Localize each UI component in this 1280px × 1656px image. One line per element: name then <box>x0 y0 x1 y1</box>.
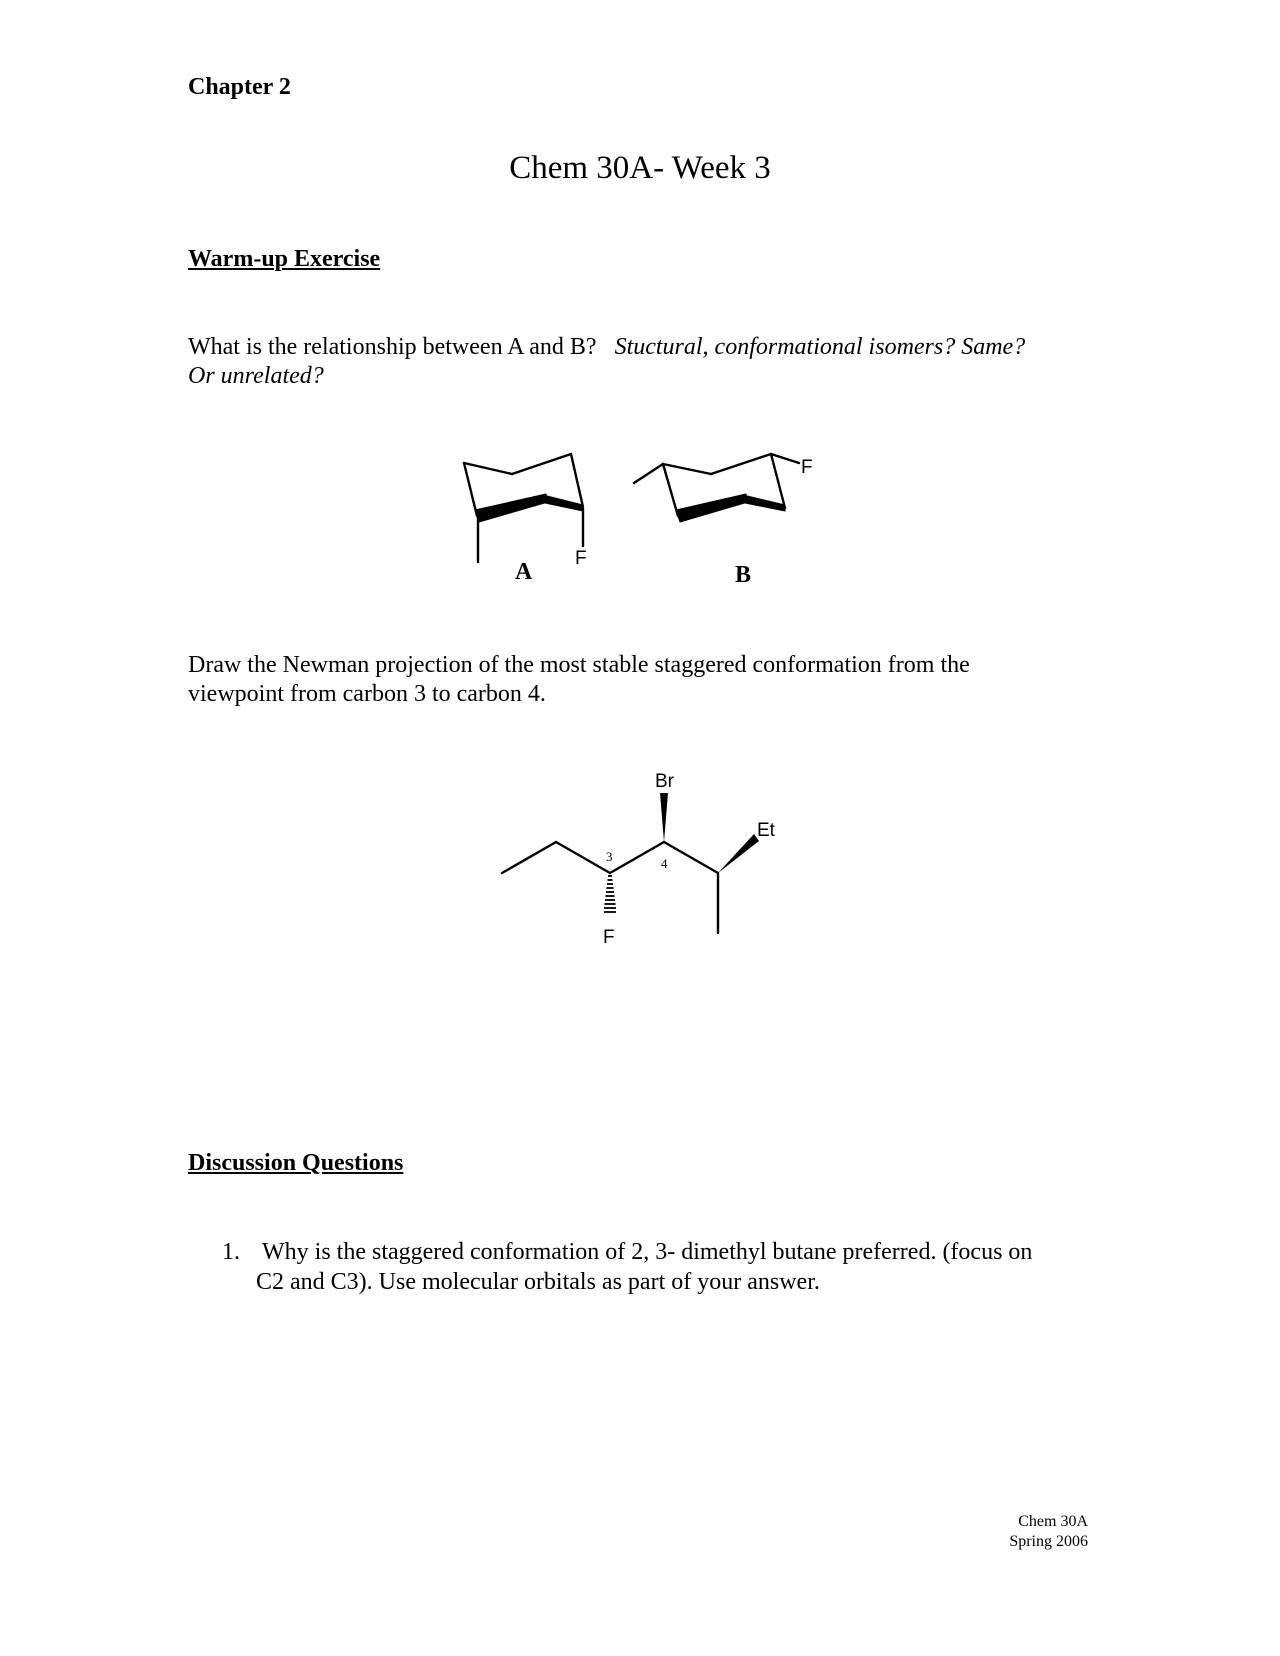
chair-a-bond <box>464 463 477 516</box>
chain-bond <box>556 842 610 873</box>
carbon-3-label: 3 <box>606 849 613 864</box>
chair-a-bond <box>571 454 583 507</box>
discussion-list <box>222 1237 1102 1297</box>
list-item-text <box>256 1237 1102 1297</box>
footer-course: Chem 30A <box>1018 1513 1088 1530</box>
chair-a-bond <box>512 454 571 474</box>
chair-b-structure <box>634 454 799 522</box>
chair-b-bond <box>663 464 678 516</box>
chair-b-methyl-bond <box>634 464 663 483</box>
page-title: Chem 30A- Week 3 <box>509 150 771 186</box>
chair-a-wedge-bond <box>543 495 583 511</box>
chair-a-wedge-bond <box>475 494 548 522</box>
chair-b-wedge-bond <box>676 494 748 522</box>
fluorine-atom: F <box>603 927 615 948</box>
chair-b-fluorine: F <box>801 457 813 478</box>
isomer-b-label: B <box>735 562 752 588</box>
chain-bond <box>664 842 718 873</box>
ethyl-wedge-bond <box>718 834 759 873</box>
page-footer <box>1009 1512 1088 1552</box>
chair-b-wedge-bond <box>743 495 785 511</box>
question-relationship-options-cont: Or unrelated? <box>188 363 324 389</box>
footer-term: Spring 2006 <box>1009 1533 1088 1550</box>
list-item-number: 1. <box>222 1239 240 1265</box>
chair-a-structure <box>464 454 583 562</box>
warmup-heading: Warm-up Exercise <box>188 246 381 272</box>
list-item-line1: Why is the staggered conformation of 2, 3- dimethyl butane preferred. (focus on <box>262 1239 1033 1265</box>
question-relationship-text: What is the relationship between A and B? <box>188 334 597 360</box>
question-newman-line1: Draw the Newman projection of the most stable staggered conformation from the <box>188 652 970 678</box>
chain-bond <box>610 842 664 873</box>
list-item <box>222 1237 1102 1297</box>
fluorine-hashed-bond <box>604 876 616 912</box>
list-item-line2: C2 and C3). Use molecular orbitals as part of your answer. <box>256 1269 820 1295</box>
chain-bond <box>502 842 556 873</box>
bromine-atom: Br <box>655 771 674 792</box>
chair-a-fluorine: F <box>575 548 587 569</box>
question-relationship-options: Stuctural, conformational isomers? Same? <box>614 334 1026 360</box>
question-newman <box>188 651 1108 709</box>
chair-b-bond <box>771 454 785 508</box>
bromine-wedge-bond <box>660 793 668 842</box>
discussion-heading: Discussion Questions <box>188 1150 404 1176</box>
chair-b-fluoro-bond <box>771 454 799 463</box>
chapter-label: Chapter 2 <box>188 74 291 100</box>
chair-b-bond <box>663 464 711 474</box>
carbon-4-label: 4 <box>661 856 668 871</box>
question-newman-line2: viewpoint from carbon 3 to carbon 4. <box>188 681 546 707</box>
chair-b-bond <box>711 454 771 474</box>
ethyl-group: Et <box>757 820 775 841</box>
chair-a-bond <box>464 463 512 474</box>
isomer-a-label: A <box>515 559 533 585</box>
